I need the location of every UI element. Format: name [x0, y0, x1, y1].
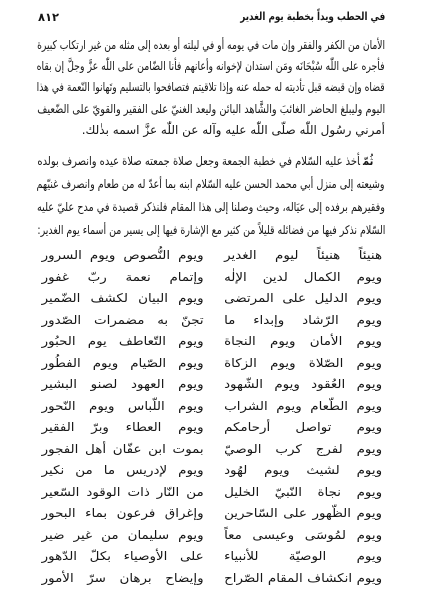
poem — [0, 245, 422, 589]
poem-couplet — [0, 439, 422, 461]
hemistich-left: تجنّ به مضمرات الصّدور — [42, 312, 204, 327]
poem-couplet — [0, 288, 422, 310]
poem-couplet — [0, 374, 422, 396]
paragraph-first-line: ثُمّأخذ عليه السّلام في خطبة الجمعة وجعل صلاة جمعته صلاة عيده وانصرف بولده — [37, 154, 373, 168]
poem-couplet — [0, 482, 422, 504]
poem-couplet — [0, 310, 422, 332]
hemistich-right: ويوم لمُوسَى وعيسى معاً — [223, 527, 382, 542]
paragraph-line: الأمان من الكفر والفقر وإن مات في يومه أو في ليلته أو بعده إلى مثله من غير ارتكاب كبيرة — [37, 38, 385, 52]
hemistich-left: ويوم البيان لكشف الضّمير — [41, 291, 204, 305]
poem-couplet — [0, 525, 422, 547]
hemistich-right: ويوم الدليل على المرتضى — [224, 291, 382, 305]
hemistich-left: وإتمام نعمة ربّ غفور — [42, 269, 204, 284]
poem-couplet — [0, 267, 422, 289]
hemistich-left: ويوم لإدريس ما من نكير — [41, 463, 204, 477]
hemistich-right: ويوم العُقود ويوم الشّهود — [223, 377, 382, 391]
hemistich-right: ويوم الكمال لدين الإلٰه — [223, 269, 382, 284]
paragraph-line: السّلام نذكر فيها من فضائله قليلاً من كثير مع الإشارة فيها إلى يسير من أسماء يوم الغدير: — [36, 223, 385, 237]
hemistich-right: هنيئاً هنيئاً ليوم الغدير — [223, 248, 382, 262]
paragraph-line: وشيعته إلى منزل أبي محمد الحسن عليه السّلام ابنه بما أعدّ له من طعام وانصرف غنيّهم — [36, 177, 385, 191]
lead-word: ثُمّ — [362, 154, 373, 168]
hemistich-left: على الأوصياء بكلّ الدّهور — [41, 549, 204, 563]
paragraph-line: فأجره على اللّٰه سُبْحَانَه ومَن استدان لإخوانه وأعانهم فأنا الضّامن على اللّٰه عزَّ وجلَّ إن بقاه — [36, 59, 385, 74]
hemistich-right: ويوم الأمان ويوم النجاة — [224, 334, 382, 348]
poem-couplet — [0, 546, 422, 568]
hemistich-right: ويوم لفرج كرب الوصيّ — [223, 441, 382, 456]
hemistich-left: ويوم التّعاطف يوم الحبُور — [41, 334, 204, 348]
hemistich-left: ويوم الصّيام ويوم الفطُور — [41, 355, 204, 370]
poem-couplet — [0, 417, 422, 439]
hemistich-right: ويوم الظّهور على السّاحرين — [224, 506, 382, 520]
poem-couplet — [0, 331, 422, 353]
hemistich-left: ويوم سليمان من غير ضير — [42, 527, 204, 542]
hemistich-right: ويوم لشيث ويوم لهُود — [223, 463, 382, 477]
hemistich-left: من النّار ذات الوقود السّعير — [41, 484, 204, 499]
hemistich-left: وإيضاح برهان سرّ الأمور — [42, 570, 204, 585]
hemistich-left: بموت ابن عفّان أهل الفجور — [41, 441, 204, 456]
hemistich-right: ويوم تواصل أرحامكم — [223, 420, 382, 434]
poem-couplet — [0, 353, 422, 375]
poem-couplet — [0, 245, 422, 267]
paragraph-1 — [37, 35, 385, 141]
hemistich-right: ويوم الرّشاد وإبداء ما — [224, 312, 382, 327]
chapter-title: في الحطب ويداً بخطبة يوم الغدير — [239, 10, 385, 23]
hemistich-right: ويوم الوصيّة للأنبياء — [223, 549, 382, 563]
hemistich-left: ويوم العهود لصنو البشير — [41, 377, 204, 391]
poem-couplet — [0, 568, 422, 590]
hemistich-left: ويوم اللّباس ويوم النّحور — [42, 398, 204, 413]
paragraph-2 — [37, 150, 385, 242]
poem-couplet — [0, 460, 422, 482]
hemistich-right: ويوم نجاة النّبيّ الخليل — [223, 484, 382, 499]
hemistich-right: ويوم الصّلاة ويوم الزكاة — [224, 355, 382, 370]
hemistich-left: وإغراق فرعون بماء البحور — [42, 506, 204, 520]
paragraph-last-line: أمرني رسُول اللّٰه صلّى اللّٰه عليه وآله عن اللّٰه عزَّ اسمه بذٰلك. — [81, 122, 385, 137]
running-header-title — [240, 9, 385, 25]
poem-couplet — [0, 503, 422, 525]
hemistich-left: ويوم النُّصوص ويوم السرور — [42, 248, 204, 262]
poem-couplet — [0, 396, 422, 418]
hemistich-right: ويوم انكشاف المقام الصّراح — [224, 570, 382, 585]
hemistich-left: ويوم العطاء وبرّ الفقير — [41, 420, 204, 434]
paragraph-line: قضاه وإن قبضه قبل تأديته له حمله عنه وإذا تلاقيتم فتصافحوا بالتسليم وتَهانوا النّعمة في هذا — [37, 80, 385, 95]
paragraph-line: اليوم وليبلغ الحاضر الغائبَ والشَّاهد البائن وليعد الغنيّ على الفقير والقويّ على الضّعيف — [37, 101, 385, 116]
paragraph-line: وفقيرهم برفده إلى عيَاله، وحيث وصلنا إلى هذا المقام فلنذكر قصيدة في مدح عليّ عليه — [36, 200, 385, 214]
hemistich-right: ويوم الطّعام ويوم الشراب — [224, 398, 382, 413]
page-number: ٨١٢ — [38, 10, 60, 24]
